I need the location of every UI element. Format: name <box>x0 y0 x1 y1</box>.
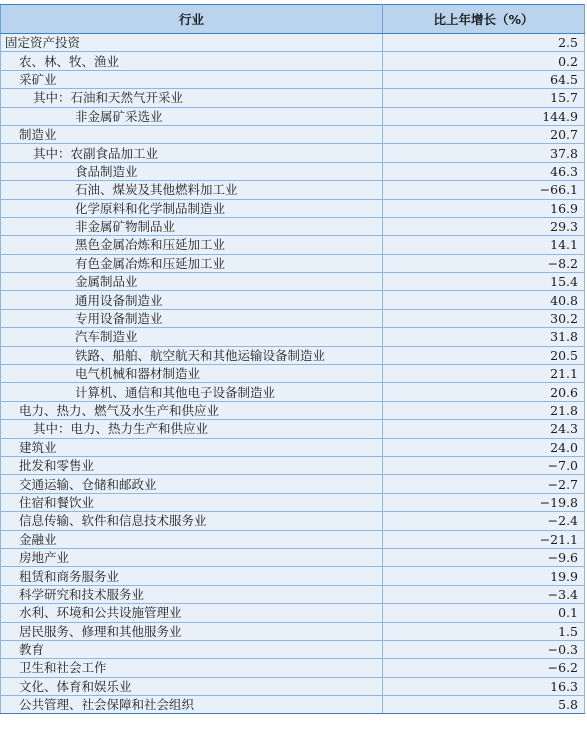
industry-name-cell: 金融业 <box>1 530 383 548</box>
table-row <box>1 659 585 677</box>
industry-name-cell: 非金属矿采选业 <box>1 107 383 125</box>
growth-value-cell: 20.6 <box>383 383 585 401</box>
industry-name-cell: 建筑业 <box>1 438 383 456</box>
table-row <box>1 438 585 456</box>
growth-value-cell: −9.6 <box>383 548 585 566</box>
growth-value-cell: −19.8 <box>383 493 585 511</box>
industry-name-cell: 电力、热力、燃气及水生产和供应业 <box>1 401 383 419</box>
growth-value-cell: −7.0 <box>383 456 585 474</box>
table-row <box>1 328 585 346</box>
growth-value-cell: 14.1 <box>383 236 585 254</box>
table-row <box>1 420 585 438</box>
table-row <box>1 604 585 622</box>
table-row <box>1 34 585 52</box>
growth-value-cell: 144.9 <box>383 107 585 125</box>
industry-name-cell: 有色金属冶炼和压延加工业 <box>1 254 383 272</box>
growth-value-cell: 24.0 <box>383 438 585 456</box>
growth-value-cell: 0.2 <box>383 52 585 70</box>
growth-value-cell: −2.4 <box>383 512 585 530</box>
growth-value-cell: −0.3 <box>383 640 585 658</box>
table-header <box>1 5 585 34</box>
growth-value-cell: −8.2 <box>383 254 585 272</box>
industry-name-cell: 房地产业 <box>1 548 383 566</box>
industry-name-cell: 农、林、牧、渔业 <box>1 52 383 70</box>
industry-name-cell: 批发和零售业 <box>1 456 383 474</box>
table-row <box>1 640 585 658</box>
industry-name-cell: 卫生和社会工作 <box>1 659 383 677</box>
industry-name-cell: 黑色金属冶炼和压延加工业 <box>1 236 383 254</box>
column-header-industry: 行业 <box>1 5 383 34</box>
growth-value-cell: 46.3 <box>383 162 585 180</box>
industry-name-cell: 石油、煤炭及其他燃料加工业 <box>1 181 383 199</box>
industry-name-cell: 化学原料和化学制品制造业 <box>1 199 383 217</box>
growth-value-cell: 20.7 <box>383 125 585 143</box>
industry-name-cell: 公共管理、社会保障和社会组织 <box>1 696 383 714</box>
growth-value-cell: −3.4 <box>383 585 585 603</box>
growth-value-cell: 21.8 <box>383 401 585 419</box>
growth-value-cell: 15.4 <box>383 273 585 291</box>
growth-value-cell: 16.3 <box>383 677 585 695</box>
industry-name-cell: 电气机械和器材制造业 <box>1 365 383 383</box>
industry-name-cell: 汽车制造业 <box>1 328 383 346</box>
growth-value-cell: −2.7 <box>383 475 585 493</box>
table-row <box>1 162 585 180</box>
table-row <box>1 181 585 199</box>
industry-name-cell: 金属制品业 <box>1 273 383 291</box>
industry-name-cell: 铁路、船舶、航空航天和其他运输设备制造业 <box>1 346 383 364</box>
table-row <box>1 567 585 585</box>
table-row <box>1 383 585 401</box>
growth-value-cell: 37.8 <box>383 144 585 162</box>
table-row <box>1 548 585 566</box>
growth-value-cell: 21.1 <box>383 365 585 383</box>
growth-value-cell: 30.2 <box>383 309 585 327</box>
industry-name-cell: 专用设备制造业 <box>1 309 383 327</box>
table-row <box>1 456 585 474</box>
growth-value-cell: 24.3 <box>383 420 585 438</box>
industry-name-cell: 科学研究和技术服务业 <box>1 585 383 603</box>
table-row <box>1 309 585 327</box>
growth-value-cell: −66.1 <box>383 181 585 199</box>
table-row <box>1 365 585 383</box>
industry-name-cell: 其中：石油和天然气开采业 <box>1 89 383 107</box>
growth-value-cell: 0.1 <box>383 604 585 622</box>
header-row <box>1 5 585 34</box>
table-row <box>1 677 585 695</box>
table-row <box>1 70 585 88</box>
table-row <box>1 89 585 107</box>
table-row <box>1 696 585 714</box>
industry-name-cell: 制造业 <box>1 125 383 143</box>
industry-name-cell: 交通运输、仓储和邮政业 <box>1 475 383 493</box>
table-row <box>1 585 585 603</box>
growth-value-cell: 64.5 <box>383 70 585 88</box>
industry-name-cell: 教育 <box>1 640 383 658</box>
growth-value-cell: 19.9 <box>383 567 585 585</box>
table-row <box>1 52 585 70</box>
industry-name-cell: 水利、环境和公共设施管理业 <box>1 604 383 622</box>
growth-value-cell: 31.8 <box>383 328 585 346</box>
industry-name-cell: 其中：电力、热力生产和供应业 <box>1 420 383 438</box>
industry-name-cell: 信息传输、软件和信息技术服务业 <box>1 512 383 530</box>
growth-value-cell: 1.5 <box>383 622 585 640</box>
table-row <box>1 254 585 272</box>
table-body <box>1 34 585 714</box>
growth-value-cell: 20.5 <box>383 346 585 364</box>
column-header-growth: 比上年增长（%） <box>383 5 585 34</box>
table-row <box>1 236 585 254</box>
growth-value-cell: 15.7 <box>383 89 585 107</box>
growth-value-cell: 29.3 <box>383 217 585 235</box>
growth-value-cell: 16.9 <box>383 199 585 217</box>
industry-name-cell: 计算机、通信和其他电子设备制造业 <box>1 383 383 401</box>
table-row <box>1 346 585 364</box>
industry-name-cell: 食品制造业 <box>1 162 383 180</box>
industry-name-cell: 住宿和餐饮业 <box>1 493 383 511</box>
growth-value-cell: 2.5 <box>383 34 585 52</box>
table-row <box>1 475 585 493</box>
table-row <box>1 144 585 162</box>
industry-name-cell: 其中：农副食品加工业 <box>1 144 383 162</box>
table-row <box>1 273 585 291</box>
industry-name-cell: 非金属矿物制品业 <box>1 217 383 235</box>
growth-value-cell: −6.2 <box>383 659 585 677</box>
growth-value-cell: 5.8 <box>383 696 585 714</box>
industry-name-cell: 固定资产投资 <box>1 34 383 52</box>
table-row <box>1 401 585 419</box>
industry-name-cell: 文化、体育和娱乐业 <box>1 677 383 695</box>
table-row <box>1 493 585 511</box>
table-row <box>1 217 585 235</box>
industry-name-cell: 租赁和商务服务业 <box>1 567 383 585</box>
table-row <box>1 125 585 143</box>
table-row <box>1 291 585 309</box>
table-row <box>1 622 585 640</box>
industry-name-cell: 采矿业 <box>1 70 383 88</box>
growth-value-cell: −21.1 <box>383 530 585 548</box>
industry-name-cell: 通用设备制造业 <box>1 291 383 309</box>
growth-value-cell: 40.8 <box>383 291 585 309</box>
table-row <box>1 530 585 548</box>
table-row <box>1 107 585 125</box>
table-row <box>1 199 585 217</box>
investment-growth-table <box>0 4 585 714</box>
industry-name-cell: 居民服务、修理和其他服务业 <box>1 622 383 640</box>
table-row <box>1 512 585 530</box>
